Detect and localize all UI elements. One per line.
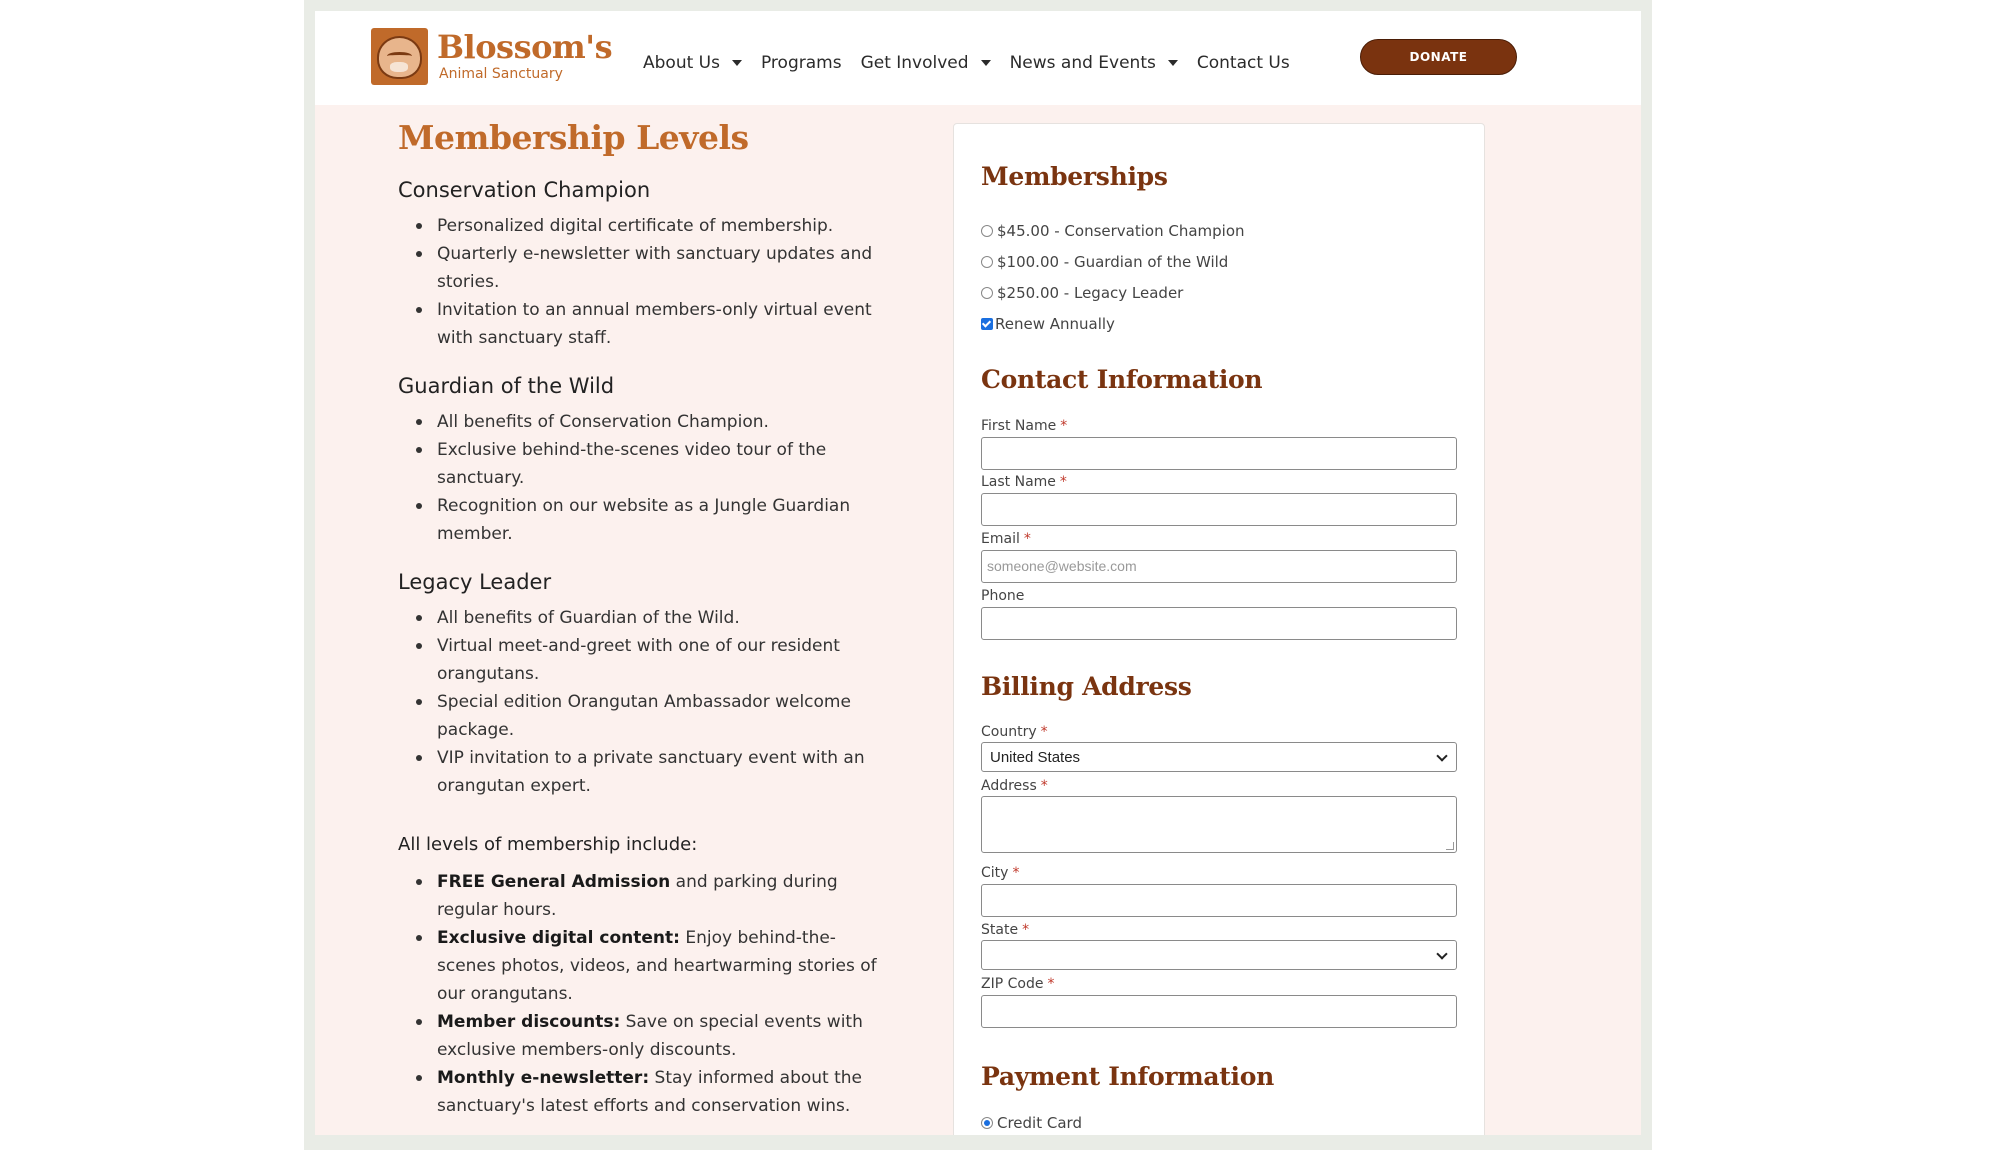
radio-button-selected[interactable] — [981, 1117, 993, 1129]
label-text: Email — [981, 531, 1020, 547]
list-item — [398, 924, 888, 1008]
address-label — [981, 778, 1048, 794]
membership-form-card — [953, 123, 1485, 1135]
renew-annually-checkbox[interactable] — [981, 315, 1115, 333]
benefit-bold: FREE General Admission — [437, 872, 671, 892]
label-text: Last Name — [981, 474, 1056, 490]
radio-button[interactable] — [981, 287, 993, 299]
logo-mouth — [390, 62, 408, 72]
membership-option-legacy-leader[interactable] — [981, 284, 1183, 302]
logo-eyes — [387, 52, 412, 60]
benefit-text: and parking during regular hours. — [437, 872, 838, 920]
nav-label: Programs — [760, 53, 842, 73]
payment-option-credit-card[interactable] — [981, 1114, 1082, 1132]
logo-title[interactable]: Blossom's — [437, 28, 613, 66]
required-asterisk: * — [1040, 724, 1048, 740]
billing-address-heading: Billing Address — [981, 672, 1192, 701]
chevron-down-icon[interactable] — [732, 60, 742, 66]
list-item: All benefits of Guardian of the Wild. — [398, 604, 888, 632]
resize-handle-icon[interactable] — [1446, 842, 1454, 850]
country-select[interactable] — [981, 742, 1457, 772]
checkbox-checked-icon[interactable] — [981, 318, 993, 330]
city-input[interactable] — [981, 884, 1457, 917]
city-label — [981, 865, 1019, 881]
state-select[interactable] — [981, 940, 1457, 970]
email-label — [981, 531, 1031, 547]
label-text: Address — [981, 778, 1037, 794]
nav-label: Get Involved — [860, 53, 969, 73]
list-item: All benefits of Conservation Champion. — [398, 408, 888, 436]
nav-label: News and Events — [1009, 53, 1156, 73]
label-text: City — [981, 865, 1009, 881]
chevron-down-icon — [1436, 750, 1447, 761]
benefit-list — [398, 212, 918, 352]
list-item: Special edition Orangutan Ambassador welcome package. — [398, 688, 888, 744]
list-item — [398, 1064, 888, 1120]
list-item — [398, 868, 888, 924]
benefit-list — [398, 604, 918, 800]
chevron-down-icon — [1436, 948, 1447, 959]
logo-subtitle: Animal Sanctuary — [439, 66, 563, 82]
nav-contact-us[interactable] — [1197, 53, 1290, 73]
list-item: Virtual meet-and-greet with one of our resident orangutans. — [398, 632, 888, 688]
radio-button[interactable] — [981, 225, 993, 237]
option-label: Credit Card — [997, 1114, 1082, 1132]
first-name-input[interactable] — [981, 437, 1457, 470]
nav-label: Contact Us — [1196, 53, 1290, 73]
list-item: Exclusive behind-the-scenes video tour of the sanctuary. — [398, 436, 888, 492]
phone-input[interactable] — [981, 607, 1457, 640]
benefit-bold: Member discounts: — [437, 1012, 621, 1032]
label-text: ZIP Code — [981, 976, 1044, 992]
benefit-text: Save on special events with exclusive members-only discounts. — [437, 1012, 863, 1060]
checkbox-label: Renew Annually — [995, 315, 1115, 333]
list-item: Personalized digital certificate of membership. — [398, 212, 888, 240]
list-item: Invitation to an annual members-only virtual event with sanctuary staff. — [398, 296, 888, 352]
last-name-label — [981, 474, 1067, 490]
nav-label: About Us — [643, 53, 720, 73]
email-field[interactable]: someone@website.com — [981, 550, 1457, 583]
country-value: United States — [990, 748, 1081, 766]
option-label: $250.00 - Legacy Leader — [997, 284, 1184, 302]
benefit-text: Enjoy behind-the-scenes photos, videos, and heartwarming stories of our orangutans. — [437, 928, 877, 1004]
required-asterisk: * — [1060, 418, 1068, 434]
first-name-label — [981, 418, 1067, 434]
donate-button[interactable]: DONATE — [1360, 39, 1517, 75]
option-label: $45.00 - Conservation Champion — [997, 222, 1245, 240]
benefit-bold: Exclusive digital content: — [437, 928, 680, 948]
phone-label: Phone — [981, 588, 1025, 604]
page-title: Membership Levels — [398, 118, 749, 157]
logo-face — [377, 36, 422, 79]
country-label — [981, 724, 1048, 740]
benefit-text: Stay informed about the sanctuary's latest efforts and conservation wins. — [437, 1068, 863, 1116]
chevron-down-icon[interactable] — [1168, 60, 1178, 66]
list-item: Recognition on our website as a Jungle Guardian member. — [398, 492, 888, 548]
required-asterisk: * — [1059, 474, 1067, 490]
membership-option-guardian-of-the-wild[interactable] — [981, 253, 1228, 271]
payment-information-heading: Payment Information — [981, 1062, 1274, 1091]
label-text: First Name — [981, 418, 1057, 434]
address-textarea[interactable] — [981, 796, 1457, 853]
benefit-list — [398, 408, 918, 548]
main-nav — [643, 52, 1309, 74]
level-title: Conservation Champion — [398, 178, 651, 202]
required-asterisk: * — [1040, 778, 1048, 794]
list-item — [398, 1008, 888, 1064]
last-name-input[interactable] — [981, 493, 1457, 526]
label-text: Country — [981, 724, 1037, 740]
list-item: VIP invitation to a private sanctuary event with an orangutan expert. — [398, 744, 888, 800]
label-text: State — [981, 922, 1019, 938]
contact-information-heading: Contact Information — [981, 365, 1263, 394]
chevron-down-icon[interactable] — [981, 60, 991, 66]
orangutan-logo-icon[interactable] — [371, 28, 428, 85]
level-title: Guardian of the Wild — [398, 374, 615, 398]
zip-code-label — [981, 976, 1054, 992]
zip-code-input[interactable] — [981, 995, 1457, 1028]
nav-news-and-events[interactable] — [1010, 53, 1178, 73]
state-label — [981, 922, 1029, 938]
nav-about-us[interactable] — [643, 53, 742, 73]
required-asterisk: * — [1023, 531, 1031, 547]
option-label: $100.00 - Guardian of the Wild — [997, 253, 1229, 271]
level-title: Legacy Leader — [398, 570, 552, 594]
memberships-heading: Memberships — [981, 162, 1168, 191]
membership-levels-section — [398, 118, 918, 1135]
all-levels-list — [398, 868, 918, 1120]
nav-programs[interactable] — [761, 53, 842, 73]
required-asterisk: * — [1047, 976, 1055, 992]
list-item: Quarterly e-newsletter with sanctuary updates and stories. — [398, 240, 888, 296]
benefit-bold: Monthly e-newsletter: — [437, 1068, 650, 1088]
all-levels-heading: All levels of membership include: — [398, 834, 698, 855]
membership-option-conservation-champion[interactable] — [981, 222, 1245, 240]
site-header — [315, 11, 1641, 105]
nav-get-involved[interactable] — [861, 53, 991, 73]
radio-button[interactable] — [981, 256, 993, 268]
required-asterisk: * — [1022, 922, 1030, 938]
site — [315, 11, 1641, 1135]
required-asterisk: * — [1012, 865, 1020, 881]
